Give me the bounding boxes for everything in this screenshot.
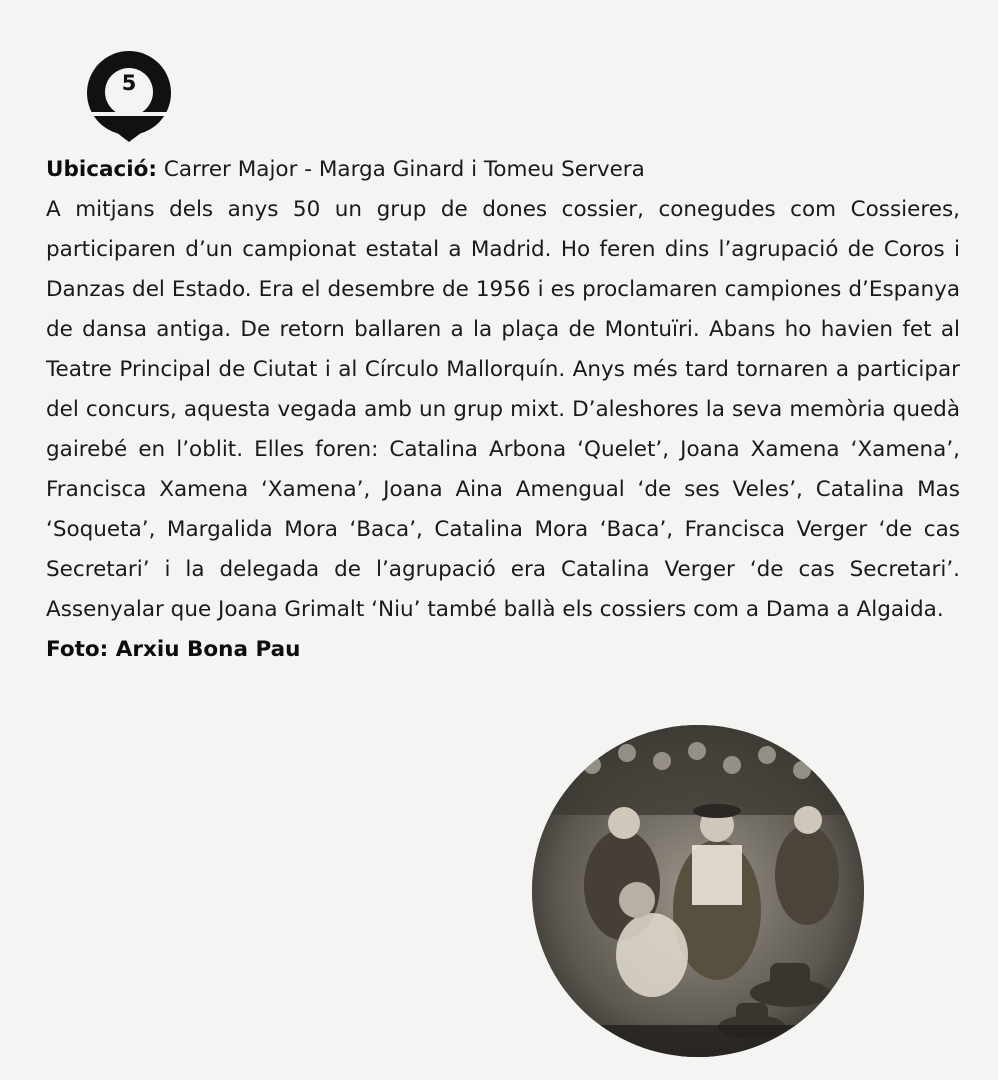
location-marker	[86, 50, 172, 142]
marker-number: 5	[121, 71, 137, 95]
location-label: Ubicació:	[46, 157, 157, 182]
location-line	[46, 150, 960, 190]
archival-photo	[532, 725, 864, 1057]
map-pin-icon	[86, 50, 172, 142]
photo-credit: Foto: Arxiu Bona Pau	[46, 637, 301, 662]
body-paragraph: A mitjans dels anys 50 un grup de dones cossier, conegudes com Cossieres, participaren d’un campionat estatal a Madrid. Ho feren dins l’agrupació de Coros i Danzas del Estado. Era el desembre de 1956 i es proclamaren campiones d’Espanya de dansa antiga. De retorn ballaren a la plaça de Montuïri. Abans ho havien fet al Teatre Principal de Ciutat i al Círculo Mallorquín. Anys més tard tornaren a participar del concurs, aquesta vegada amb un grup mixt. D’aleshores la seva memòria quedà gairebé en l’oblit. Elles foren: Catalina Arbona ‘Quelet’, Joana Xamena ‘Xamena’, Francisca Xamena ‘Xamena’, Joana Aina Amengual ‘de ses Veles’, Catalina Mas ‘Soqueta’, Margalida Mora ‘Baca’, Catalina Mora ‘Baca’, Francisca Verger ‘de cas Secretari’ i la delegada de l’agrupació era Catalina Verger ‘de cas Secretari’. Assenyalar que Joana Grimalt ‘Niu’ també ballà els cossiers com a Dama a Algaida.	[46, 197, 960, 622]
location-value: Carrer Major - Marga Ginard i Tomeu Servera	[163, 157, 645, 182]
article-content	[46, 150, 960, 670]
dance-scene-photo	[532, 725, 864, 1057]
